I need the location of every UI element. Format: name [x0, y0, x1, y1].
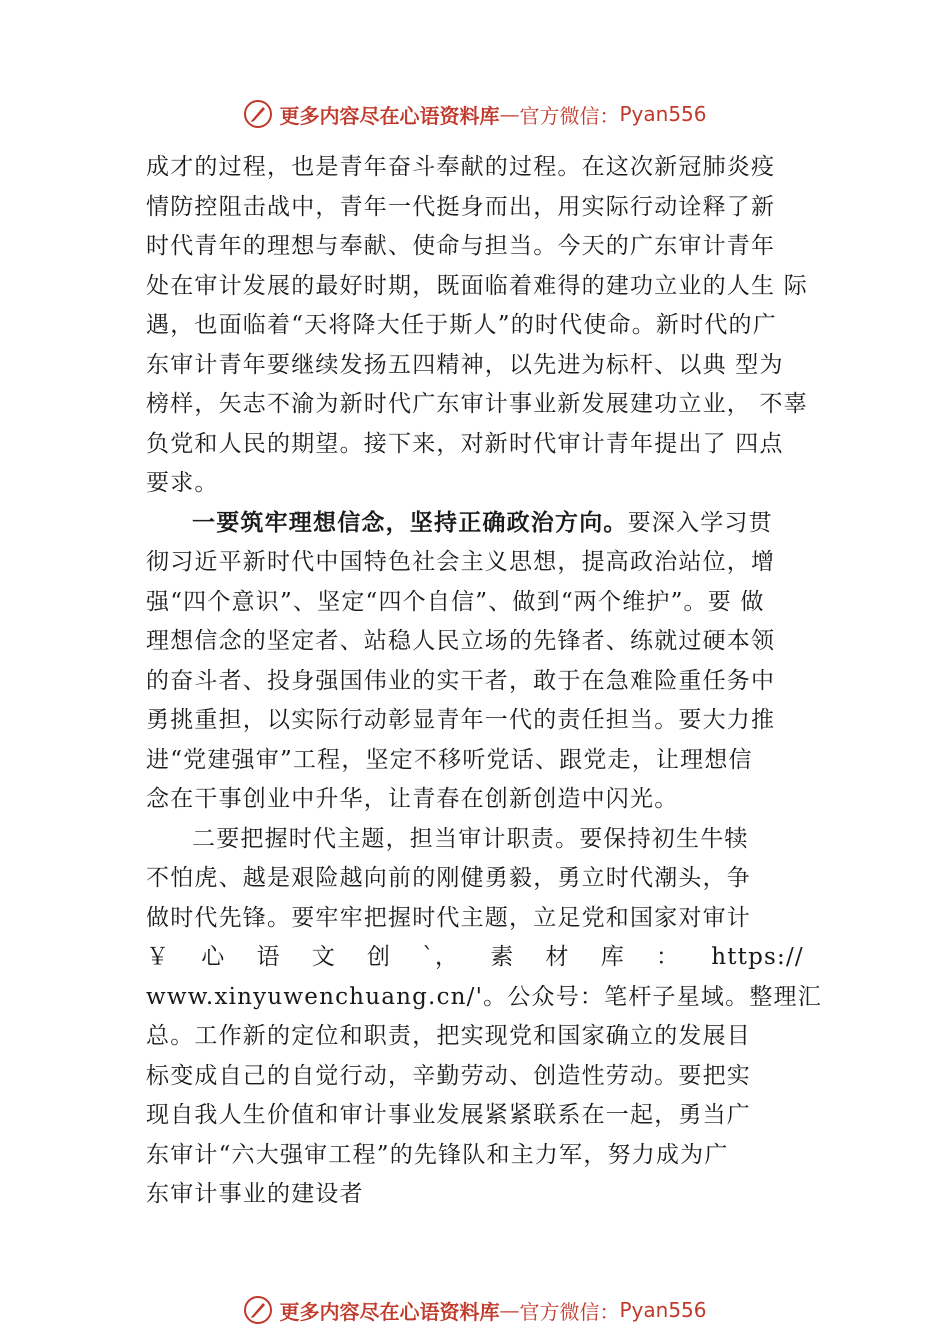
text-line: 二要把握时代主题，担当审计职责。要保持初生牛犊: [192, 825, 749, 852]
banner-wechat-id: Pyan556: [619, 102, 707, 126]
paragraph-1: [146, 148, 836, 504]
spread-token: 库: [600, 944, 625, 970]
text-line: 念在干事创业中升华，让青春在创新创造中闪光。: [146, 786, 679, 812]
spread-line: [146, 938, 804, 978]
banner-separator: —: [499, 102, 520, 126]
spread-token: 创: [367, 944, 392, 970]
text-line: 标变成自己的自觉行动，辛勤劳动、创造性劳动。要把实: [146, 1062, 751, 1089]
text-line: 勇挑重担，以实际行动彰显青年一代的责任担当。要大力推: [146, 707, 776, 733]
document-body: [146, 148, 836, 1215]
spread-token: 素: [490, 944, 515, 970]
spread-token: 材: [545, 944, 570, 970]
text-line: 理想信念的坚定者、站稳人民立场的先锋者、练就过硬本领: [146, 628, 776, 654]
text-line: 负党和人民的期望。接下来，对新时代审计青年提出了 四点: [146, 430, 784, 457]
footer-title: 更多内容尽在心语资料库: [279, 1299, 500, 1324]
text-line: 处在审计发展的最好时期，既面临着难得的建功立业的人生 际: [146, 272, 808, 299]
spread-token: ￥: [146, 944, 171, 970]
text-line: 成才的过程，也是青年奋斗奉献的过程。在这次新冠肺炎疫: [146, 154, 776, 180]
footer-banner: [0, 1290, 950, 1330]
text-line: 时代青年的理想与奉献、使命与担当。今天的广东审计青年: [146, 233, 776, 259]
paragraph-2: [146, 504, 836, 820]
text-line: 榜样，矢志不渝为新时代广东审计事业新发展建功立业， 不辜: [146, 391, 808, 417]
text-line: 遇，也面临着“天将降大任于斯人”的时代使命。新时代的广: [146, 312, 777, 338]
paragraph-2-first-rest: 要深入学习贯: [627, 509, 773, 536]
text-line: www.xinyuwenchuang.cn/'。公众号：笔杆子星域。整理汇: [146, 983, 822, 1010]
text-line: [146, 504, 836, 544]
spread-token: https://: [711, 944, 804, 970]
text-line: 总。工作新的定位和职责，把实现党和国家确立的发展目: [146, 1023, 751, 1049]
quill-logo-icon: [243, 99, 273, 129]
text-line: 情防控阻击战中，青年一代挺身而出，用实际行动诠释了新: [146, 193, 776, 220]
spread-token: `，: [422, 944, 460, 970]
text-line: 要求。: [146, 470, 219, 496]
text-line: 现自我人生价值和审计事业发展紧紧联系在一起，勇当广: [146, 1102, 751, 1128]
banner-title: 更多内容尽在心语资料库: [279, 103, 500, 128]
banner-wechat-label: 官方微信：: [519, 103, 620, 128]
text-line: 东审计“六大强审工程”的先锋队和主力军，努力成为广: [146, 1141, 729, 1168]
text-line: 东审计事业的建设者: [146, 1181, 364, 1207]
paragraph-3: [146, 820, 836, 1215]
text-line: 东审计青年要继续发扬五四精神，以先进为标杆、以典 型为: [146, 351, 784, 378]
spread-token: 心: [201, 944, 226, 970]
footer-wechat-label: 官方微信：: [519, 1299, 620, 1324]
text-line: 做时代先锋。要牢牢把握时代主题，立足党和国家对审计: [146, 904, 751, 931]
spread-token: 语: [256, 944, 281, 970]
spread-token: ：: [655, 944, 681, 970]
text-line: 不怕虎、越是艰险越向前的刚健勇毅，勇立时代潮头，争: [146, 865, 751, 891]
text-line: 强“四个意识”、坚定“四个自信”、做到“两个维护”。要 做: [146, 588, 765, 615]
text-line: 的奋斗者、投身强国伟业的实干者，敢于在急难险重任务中: [146, 667, 776, 694]
header-banner: [0, 94, 950, 134]
footer-wechat-id: Pyan556: [619, 1298, 707, 1322]
footer-separator: —: [499, 1298, 520, 1322]
text-line: 进“党建强审”工程，坚定不移听党话、跟党走，让理想信: [146, 746, 753, 773]
text-line: 彻习近平新时代中国特色社会主义思想，提高政治站位，增: [146, 549, 776, 575]
paragraph-2-heading: 一要筑牢理想信念，坚持正确政治方向。: [192, 509, 628, 536]
quill-logo-icon: [243, 1295, 273, 1325]
spread-token: 文: [311, 944, 336, 970]
